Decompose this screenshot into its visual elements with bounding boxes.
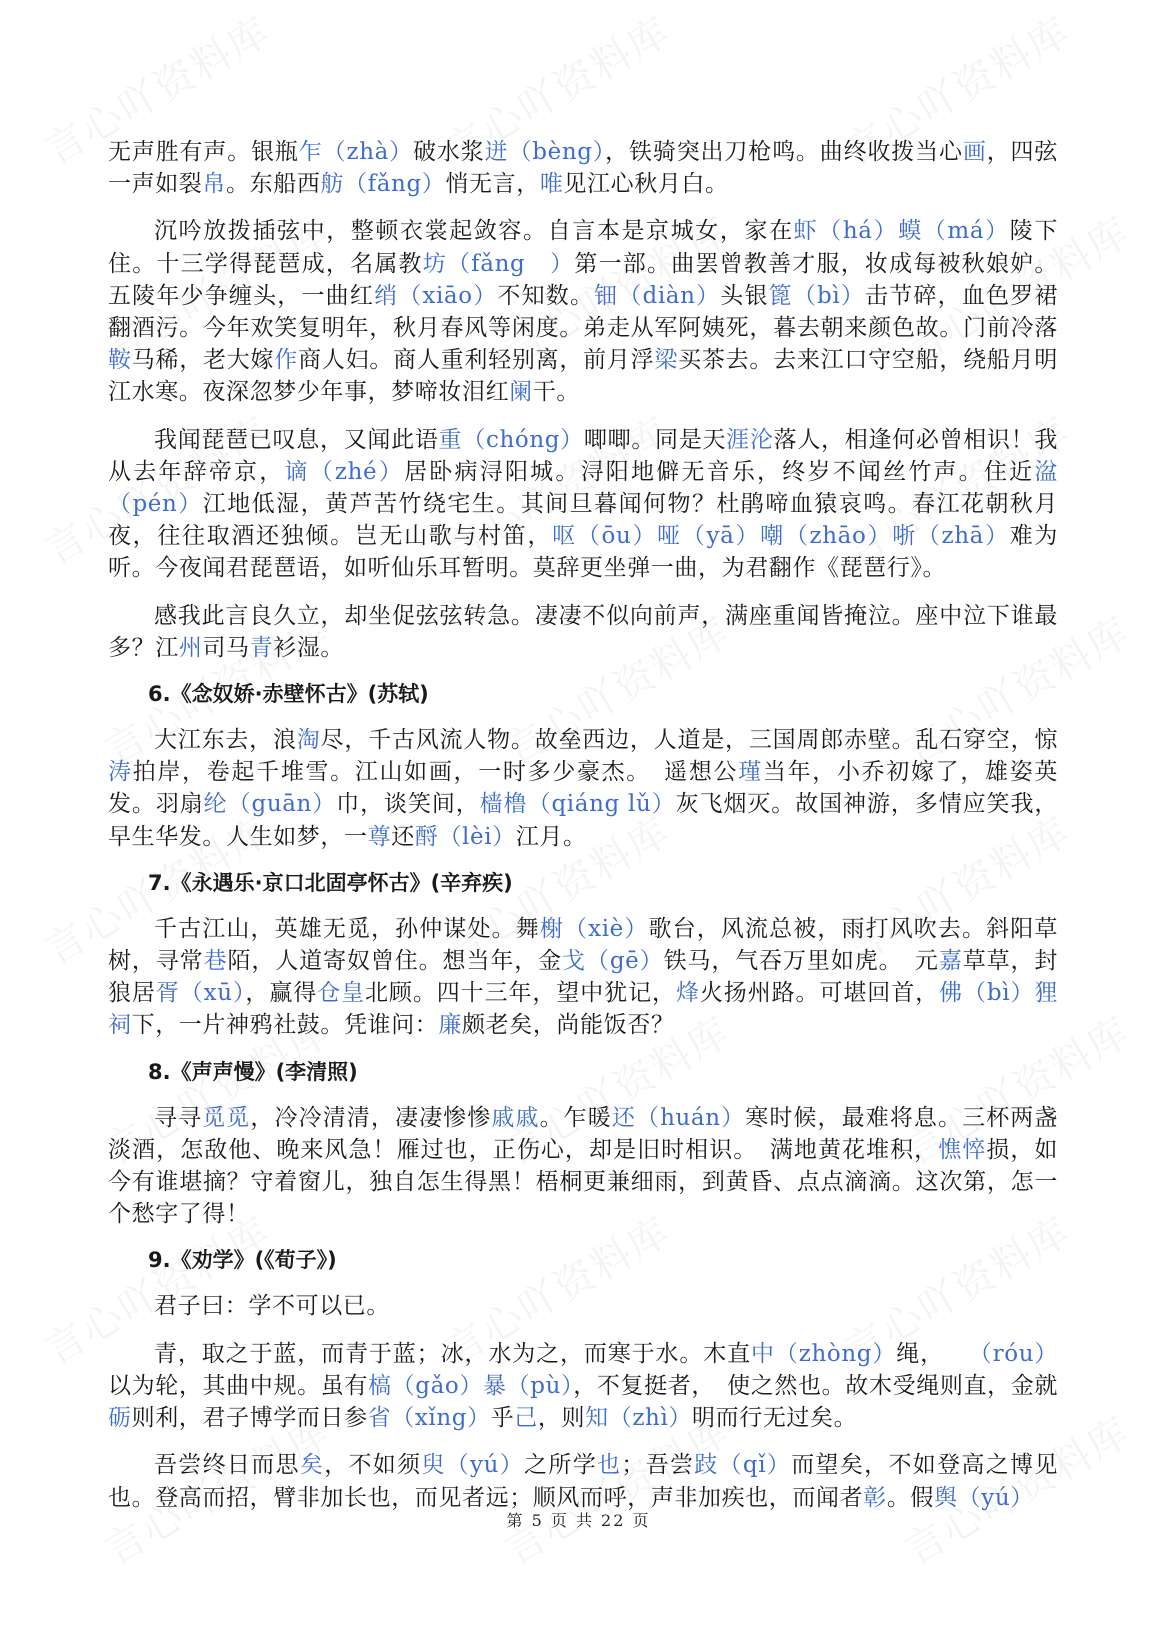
pinyin-annotation: （xiāo） [398,282,498,309]
highlighted-character: 跂 [694,1452,719,1479]
highlighted-character: 谪 [284,458,310,485]
text-run: 而望矣，不如登高之博见也。登高而招，臂非加长也，而见者远；顺风而呼，声非加疾也，而闻者 [108,1452,1058,1511]
text-run: 损，如今有谁堪摘？守着窗儿，独自怎生得黑！梧桐更兼细雨，到黄昏、点点滴滴。这次第，怎一个愁字了得！ [108,1136,1059,1228]
pinyin-annotation: （qǐ） [718,1452,792,1479]
text-run: ；吾尝 [621,1452,695,1479]
highlighted-character: 槁 [367,1372,392,1399]
section-heading: 6.《念奴娇·赤壁怀古》(苏轼) [148,682,429,707]
text-paragraph [108,913,1058,1042]
text-run: 草草，封狼居 [108,948,1059,1007]
highlighted-character: 烽 [675,980,700,1007]
pinyin-annotation: （má） [922,218,1010,245]
text-run: 见江心秋月白。 [563,171,729,198]
highlighted-character: 己 [514,1405,538,1432]
text-run: 。东船西 [226,171,321,198]
pinyin-annotation: （bì） [962,980,1035,1007]
text-run: 第一部。曲罢曾教善才服，妆成每被秋娘妒。五陵年少争缠头，一曲红 [108,250,1058,309]
text-run: 当年，小乔初嫁了，雄姿英发。羽扇 [108,759,1058,818]
highlighted-character: 舫 [320,171,345,198]
highlighted-character: 觅觅 [202,1104,251,1131]
highlighted-character: 臾 [421,1452,446,1479]
pinyin-annotation: （yú） [957,1484,1034,1511]
page-content [108,136,1058,1529]
pinyin-annotation: （yú） [445,1452,525,1479]
text-run: ，赢得 [245,980,318,1007]
text-run: 北顾。四十三年，望中犹记， [365,980,676,1007]
text-run: 居卧病浔阳城。浔阳地僻无音乐，终岁不闻丝竹声。住近 [404,458,1035,485]
pinyin-annotation: （zhà） [322,139,414,165]
highlighted-character: 瑾 [738,759,763,786]
highlighted-character: 呕 [552,523,577,550]
pinyin-annotation: （pù） [506,1372,574,1399]
highlighted-character: 暴 [483,1372,507,1399]
text-run: 不知数。 [497,282,595,309]
highlighted-character: 嘉 [938,948,963,975]
pinyin-annotation: （gē） [585,948,664,975]
highlighted-character: 钿 [594,282,619,309]
highlighted-character: 佛 [939,980,963,1007]
highlighted-character: 重 [438,426,463,453]
text-paragraph [108,136,1058,200]
text-run: 陌，人道寄奴曾住。想当年，金 [227,948,563,975]
highlighted-character: 篦 [768,282,793,309]
pinyin-annotation: （qiáng lǔ） [527,791,676,818]
pinyin-annotation: （zhāo） [784,523,893,550]
text-run: 还 [391,823,415,850]
pinyin-annotation: （zhòng） [774,1340,897,1367]
text-paragraph [108,1449,1058,1513]
highlighted-character: 涯沦 [726,426,774,453]
text-run: 绳， [896,1340,981,1367]
highlighted-character: 也 [597,1452,622,1479]
text-run: 感我此言良久立，却坐促弦弦转急。凄凄不似向前声，满座重闻皆掩泣。座中泣下谁最多？江 [108,602,1058,661]
text-run: 无声胜有声。银瓶 [108,139,299,165]
text-run: ，则 [537,1405,586,1432]
text-run: 江月。 [515,823,587,850]
pinyin-annotation: （zhì） [608,1405,693,1432]
text-run: 大江东去，浪 [154,727,297,754]
highlighted-character: 哳 [892,523,917,550]
text-run: 衫湿。 [273,634,345,661]
highlighted-character: 纶 [203,791,228,818]
highlighted-character: 作 [274,347,299,374]
text-run: 青，取之于蓝，而青于蓝；冰，水为之，而寒于水。木直 [154,1340,752,1367]
text-run: 。假 [886,1484,935,1511]
highlighted-character: 中 [751,1340,775,1367]
text-run: 千古江山，英雄无觅，孙仲谋处。舞 [154,915,540,942]
text-paragraph [108,1102,1058,1231]
pinyin-annotation: （diàn） [618,282,721,309]
highlighted-character: 酹 [414,823,439,850]
text-run: 买茶去。去来江口守空船，绕船月明江水寒。夜深忽梦少年事，梦啼妆泪红 [108,347,1059,406]
page-footer: 第 5 页 共 22 页 [506,1511,651,1530]
text-run: 歌台，风流总被，雨打风吹去。斜阳草树，寻常 [108,915,1058,975]
highlighted-character: 绡 [374,282,399,309]
text-run: 我闻琵琶已叹息，又闻此语 [154,426,439,453]
text-run: 击节碎，血色罗裙翻酒污。今年欢笑复明年，秋月春风等闲度。弟走从军阿姨死，暮去朝来颜色故。门前冷落 [108,282,1058,342]
highlighted-character: 虾 [793,218,819,245]
text-run: 以为轮，其曲中规。虽有 [108,1372,368,1399]
text-run: 乎 [490,1405,515,1432]
pinyin-annotation: （lèi） [438,823,516,850]
text-run: 君子曰：学不可以已。 [154,1293,390,1320]
highlighted-character: 州 [178,634,203,661]
text-run: 之所学 [524,1452,598,1479]
pinyin-annotation: （fǎng） [344,171,446,198]
text-run: 。乍暖 [539,1104,612,1131]
text-run: 破水浆 [413,139,485,165]
highlighted-character: 涛 [108,759,133,786]
highlighted-character: 狸祠 [108,980,1058,1039]
text-run: 悄无言， [445,171,540,198]
pinyin-annotation: （há） [818,218,899,245]
text-paragraph [108,1338,1058,1435]
highlighted-character: 阑 [509,379,533,406]
highlighted-character: 鞍 [108,347,132,374]
highlighted-character: 还 [611,1104,636,1131]
highlighted-character: 戚戚 [491,1104,540,1131]
text-run: 巾，谈笑间， [336,791,480,818]
pinyin-annotation: （gǎo） [391,1372,484,1399]
text-paragraph [108,215,1058,408]
text-run: 尽，千古风流人物。故垒西边，人道是，三国周郎赤壁。乱石穿空，惊 [320,727,1058,754]
highlighted-character: 戈 [562,948,586,975]
pinyin-annotation: （zhā） [916,523,1010,550]
highlighted-character: 画 [962,139,987,165]
text-run: 难为听。今夜闻君琵琶语，如听仙乐耳暂明。莫辞更坐弹一曲，为君翻作《琵琶行》。 [108,523,1059,582]
pinyin-annotation: （huán） [635,1104,746,1131]
highlighted-character: 嘲 [760,523,785,550]
highlighted-character: 淘 [296,727,321,754]
highlighted-character: 迸 [484,139,509,165]
text-run: ，不复挺者， 使之然也。故木受绳则直，金就 [573,1372,1058,1399]
highlighted-character: 湓 [1034,458,1059,485]
highlighted-character: 蟆 [898,218,923,245]
highlighted-character: 巷 [203,948,228,975]
highlighted-character: 坊 [422,250,447,277]
highlighted-character: 唯 [539,171,564,198]
text-run: 寒时候，最难将息。三杯两盏淡酒，怎敌他、晚来风急！雁过也，正伤心，却是旧时相识。 满地黄花堆积， [108,1104,1058,1163]
highlighted-character: 彰 [863,1484,887,1511]
highlighted-character: 知 [585,1405,609,1432]
pinyin-annotation: （zhé） [309,458,405,485]
pinyin-annotation: （fǎng ） [446,250,575,277]
pinyin-annotation: （xiè） [564,915,649,942]
highlighted-character: 省 [367,1405,392,1432]
text-run: ，不如须 [324,1452,422,1479]
text-run: 司马 [202,634,250,661]
highlighted-character: 哑 [657,523,682,550]
highlighted-character: 帛 [202,171,227,198]
pinyin-annotation: （guān） [227,791,337,818]
text-run: 颇老矣，尚能饭否？ [462,1012,675,1039]
pinyin-annotation: （bèng） [508,139,606,165]
pinyin-annotation: （bì） [792,282,866,309]
highlighted-character: 乍 [298,139,323,165]
text-run: ，四弦一声如裂 [108,139,1058,198]
highlighted-character: 憔悴 [938,1136,987,1163]
pinyin-annotation: （pén） [108,491,203,518]
text-run: ，铁骑突出刀枪鸣。曲终收拨当心 [605,139,963,165]
pinyin-annotation: （xū） [179,980,246,1007]
text-run: 商人妇。商人重利轻别离，前月浮 [298,347,655,374]
text-run: 则利，君子博学而日参 [131,1405,368,1432]
section-heading: 9.《劝学》(《荀子》) [148,1248,337,1273]
text-run: 下，一片神鸦社鼓。凭谁问： [131,1012,439,1039]
text-paragraph [108,424,1058,585]
text-paragraph [108,1290,1058,1322]
text-paragraph [108,724,1058,853]
text-run: 落人，相逢何必曾相识！我从去年辞帝京， [108,426,1059,485]
pinyin-annotation: （yā） [681,523,761,550]
text-run: 吾尝终日而思 [154,1452,300,1479]
pinyin-annotation: （xǐng） [391,1405,491,1432]
text-run: 头银 [720,282,769,309]
text-run: 唧唧。同是天 [583,426,727,453]
pinyin-annotation: （róu） [980,1340,1059,1367]
highlighted-character: 廉 [438,1012,463,1039]
text-paragraph [108,600,1058,664]
text-run: 明而行无过矣。 [692,1405,858,1432]
highlighted-character: 矣 [299,1452,325,1479]
pinyin-annotation: （chóng） [462,426,584,453]
text-run: 寻寻 [154,1104,203,1131]
highlighted-character: 仓皇 [317,980,366,1007]
text-run: 沉吟放拨插弦中，整顿衣裳起敛容。自言本是京城女，家在 [154,218,794,245]
highlighted-character: 樯橹 [479,791,528,818]
text-run: 马稀，老大嫁 [131,347,275,374]
text-run: 铁马，气吞万里如虎。 元 [663,948,939,975]
text-run: ，冷冷清清，凄凄惨惨 [250,1104,492,1131]
highlighted-character: 榭 [539,915,565,942]
text-run: 江地低湿，黄芦苦竹绕宅生。其间旦暮闻何物？杜鹃啼血猿哀鸣。春江花朝秋月夜，往往取酒还独倾。岂无山歌与村笛， [108,491,1058,550]
highlighted-character: 梁 [654,347,679,374]
pinyin-annotation: （ōu） [576,523,658,550]
section-heading: 7.《永遇乐·京口北固亭怀古》(辛弃疾) [148,870,513,895]
text-run: 火扬州路。可堪回首， [699,980,940,1007]
text-run: 灰飞烟灭。故国神游，多情应笑我，早生华发。人生如梦，一 [108,791,1058,850]
text-run: 干。 [532,379,581,406]
highlighted-character: 舆 [934,1484,958,1511]
highlighted-character: 砺 [108,1405,132,1432]
text-run: 拍岸，卷起千堆雪。江山如画，一时多少豪杰。 遥想公 [132,759,739,786]
highlighted-character: 青 [249,634,274,661]
section-heading: 8.《声声慢》(李清照) [148,1059,358,1084]
highlighted-character: 尊 [367,823,392,850]
text-run: 陵下住。十三学得琵琶成，名属教 [108,218,1058,277]
highlighted-character: 胥 [155,980,180,1007]
